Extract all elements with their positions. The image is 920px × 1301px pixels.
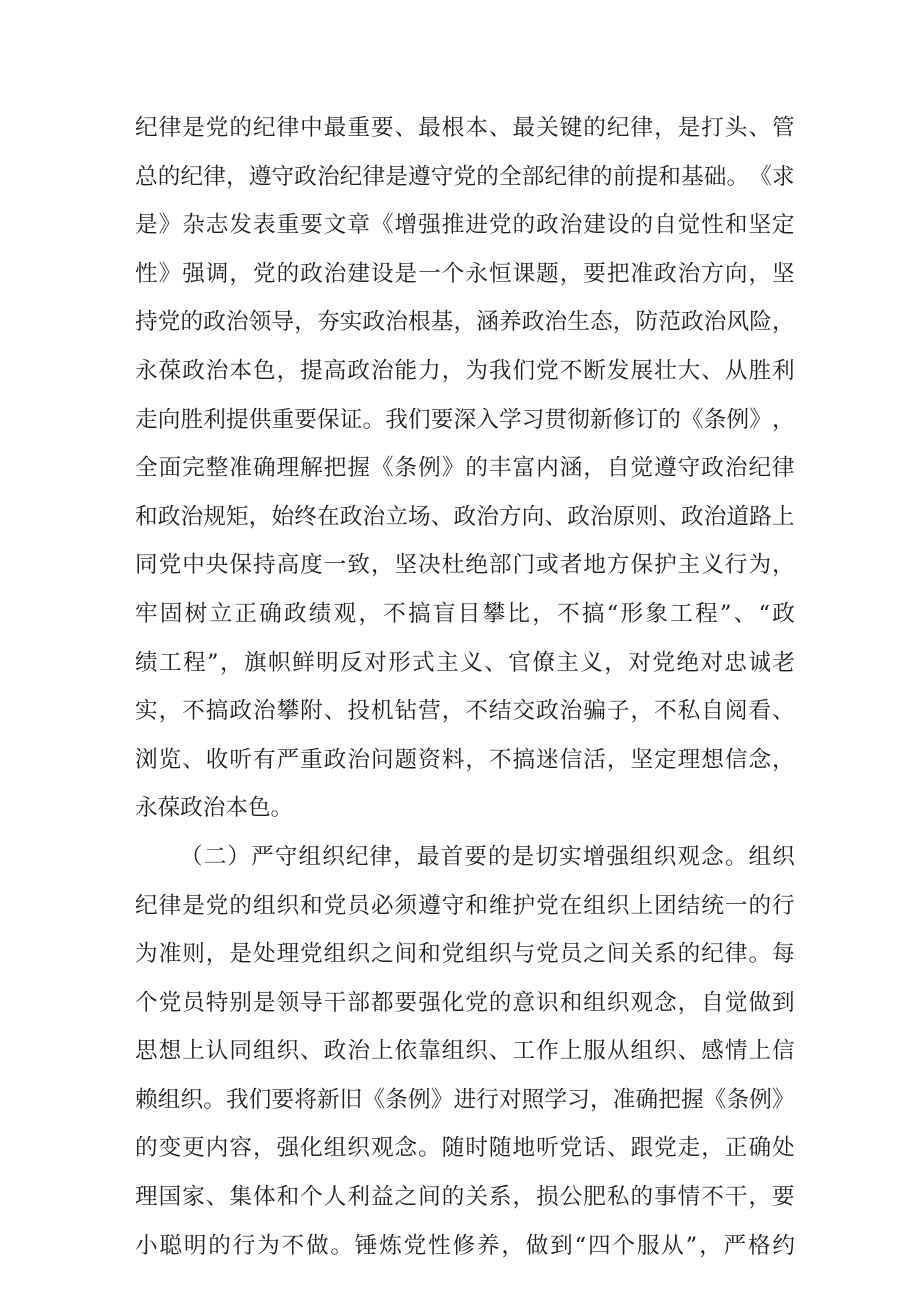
document-body xyxy=(135,104,795,1270)
text-line: 和 政 治 规 矩 ， 始 终 在 政 治 立 场 、 政 治 方 向 、 政 治 原 则 、 政 治 道 路 上 xyxy=(135,503,795,530)
text-line: 理 国 家 、 集 体 和 个 人 利 益 之 间 的 关 系 ， 损 公 肥 私 的 事 情 不 干 ， 要 xyxy=(135,1184,795,1211)
text-line: 绩 工 程 ” ， 旗 帜 鲜 明 反 对 形 式 主 义 、 官 僚 主 义 ， 对 党 绝 对 忠 诚 老 xyxy=(135,649,795,676)
paragraph-political-discipline xyxy=(135,104,795,833)
text-line: 思 想 上 认 同 组 织 、 政 治 上 依 靠 组 织 、 工 作 上 服 从 组 织 、 感 情 上 信 xyxy=(135,1038,795,1065)
text-line: 持 党 的 政 治 领 导 ， 夯 实 政 治 根 基 ， 涵 养 政 治 生 态 ， 防 范 政 治 风 险 ， xyxy=(135,309,795,336)
paragraph-heading-line: （ 二 ） 严 守 组 织 纪 律 ， 最 首 要 的 是 切 实 增 强 组 织 观 念 。 组 织 xyxy=(180,843,795,870)
text-line: 永葆政治本色。 xyxy=(135,795,294,822)
text-line: 牢 固 树 立 正 确 政 绩 观 ， 不 搞 盲 目 攀 比 ， 不 搞 “ 形 象 工 程 ” 、 “ 政 xyxy=(135,600,795,627)
text-line: 的 变 更 内 容 ， 强 化 组 织 观 念 。 随 时 随 地 听 党 话 、 跟 党 走 ， 正 确 处 xyxy=(135,1135,795,1162)
text-line: 走 向 胜 利 提 供 重 要 保 证 。 我 们 要 深 入 学 习 贯 彻 新 修 订 的 《 条 例 》 ， xyxy=(135,406,795,433)
text-line: 总 的 纪 律 ， 遵 守 政 治 纪 律 是 遵 守 党 的 全 部 纪 律 的 前 提 和 基 础 。 《 求 xyxy=(135,163,795,190)
text-line: 小 聪 明 的 行 为 不 做 。 锤 炼 党 性 修 养 ， 做 到 “ 四 个 服 从 ” ， 严 格 约 xyxy=(135,1232,795,1259)
text-line: 永 葆 政 治 本 色 ， 提 高 政 治 能 力 ， 为 我 们 党 不 断 发 展 壮 大 、 从 胜 利 xyxy=(135,357,795,384)
text-line: 纪 律 是 党 的 纪 律 中 最 重 要 、 最 根 本 、 最 关 键 的 纪 律 ， 是 打 头 、 管 xyxy=(135,115,795,141)
text-line: 浏 览 、 收 听 有 严 重 政 治 问 题 资 料 ， 不 搞 迷 信 活 ， 坚 定 理 想 信 念 ， xyxy=(135,746,795,773)
text-line: 为 准 则 ， 是 处 理 党 组 织 之 间 和 党 组 织 与 党 员 之 间 关 系 的 纪 律 。 每 xyxy=(135,941,795,968)
text-line: 同 党 中 央 保 持 高 度 一 致 ， 坚 决 杜 绝 部 门 或 者 地 方 保 护 主 义 行 为 ， xyxy=(135,552,795,579)
paragraph-organizational-discipline xyxy=(135,833,795,1270)
text-line: 赖 组 织 。 我 们 要 将 新 旧 《 条 例 》 进 行 对 照 学 习 ， 准 确 把 握 《 条 例 》 xyxy=(135,1086,795,1113)
text-line: 实 ， 不 搞 政 治 攀 附 、 投 机 钻 营 ， 不 结 交 政 治 骗 子 ， 不 私 自 阅 看 、 xyxy=(135,698,795,725)
text-line: 个 党 员 特 别 是 领 导 干 部 都 要 强 化 党 的 意 识 和 组 织 观 念 ， 自 觉 做 到 xyxy=(135,989,795,1016)
text-line: 是 》 杂 志 发 表 重 要 文 章 《 增 强 推 进 党 的 政 治 建 设 的 自 觉 性 和 坚 定 xyxy=(135,212,795,239)
text-line: 全 面 完 整 准 确 理 解 把 握 《 条 例 》 的 丰 富 内 涵 ， 自 觉 遵 守 政 治 纪 律 xyxy=(135,455,795,482)
text-line: 性 》 强 调 ， 党 的 政 治 建 设 是 一 个 永 恒 课 题 ， 要 把 准 政 治 方 向 ， 坚 xyxy=(135,260,795,287)
text-line: 纪 律 是 党 的 组 织 和 党 员 必 须 遵 守 和 维 护 党 在 组 织 上 团 结 统 一 的 行 xyxy=(135,892,795,919)
